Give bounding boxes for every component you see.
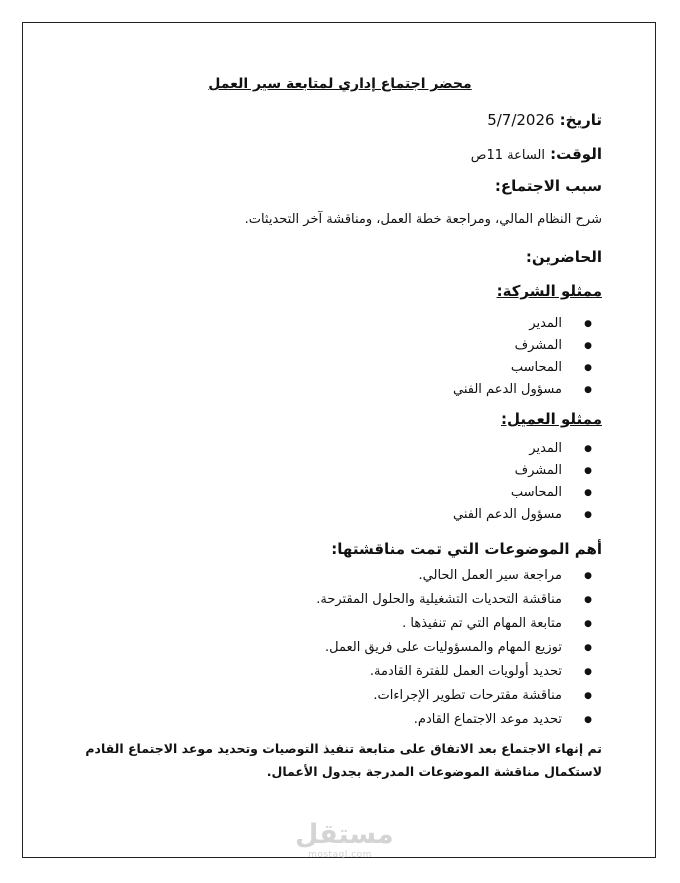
list-item: ● تحديد أولويات العمل للفترة القادمة. [316, 660, 562, 684]
list-item: ● متابعة المهام التي تم تنفيذها . [316, 612, 562, 636]
list-item: ● مسؤول الدعم الفني [453, 379, 562, 401]
conclusion-paragraph: تم إنهاء الاجتماع بعد الاتفاق على متابعة تنفيذ التوصيات وتحديد موعد الاجتماع القادم لاستكمال مناقشة الموضوعات المدرجة بجدول الأعمال. [85, 741, 602, 779]
time-value: الساعة 11ص [470, 148, 546, 163]
company-reps-heading: ممثلو الشركة: [496, 282, 602, 300]
date-line [487, 110, 602, 129]
client-reps-list [453, 438, 562, 526]
client-reps-heading: ممثلو العميل: [500, 410, 602, 428]
list-item: ● المحاسب [453, 357, 562, 379]
company-reps-list [453, 313, 562, 401]
topics-list [316, 564, 562, 732]
list-item: ● المدير [453, 313, 562, 335]
list-item: ● مراجعة سير العمل الحالي. [316, 564, 562, 588]
watermark-site: mostaql.com [308, 850, 372, 860]
topics-heading: أهم الموضوعات التي تمت مناقشتها: [331, 540, 602, 558]
watermark-brand: مستقل [295, 819, 394, 850]
date-value: 5/7/2026 [487, 111, 555, 129]
list-item: ● تحديد موعد الاجتماع القادم. [316, 708, 562, 732]
list-item: ● مناقشة مقترحات تطوير الإجراءات. [316, 684, 562, 708]
list-item: ● مسؤول الدعم الفني [453, 504, 562, 526]
list-item: ● المحاسب [453, 482, 562, 504]
list-item: ● المشرف [453, 460, 562, 482]
attendees-label: الحاضرين: [525, 248, 602, 266]
list-item: ● توزيع المهام والمسؤوليات على فريق العمل. [316, 636, 562, 660]
reason-text: شرح النظام المالي، ومراجعة خطة العمل، ومناقشة آخر التحديثات. [244, 212, 602, 227]
list-item: ● المشرف [453, 335, 562, 357]
list-item: ● المدير [453, 438, 562, 460]
document-title: محضر اجتماع إداري لمتابعة سير العمل [208, 76, 472, 92]
reason-label: سبب الاجتماع: [494, 177, 602, 195]
date-label: تاريخ: [559, 111, 602, 129]
mostaql-watermark [295, 819, 394, 860]
time-line [471, 144, 602, 163]
list-item: ● مناقشة التحديات التشغيلية والحلول المقترحة. [316, 588, 562, 612]
time-label: الوقت: [550, 145, 602, 163]
